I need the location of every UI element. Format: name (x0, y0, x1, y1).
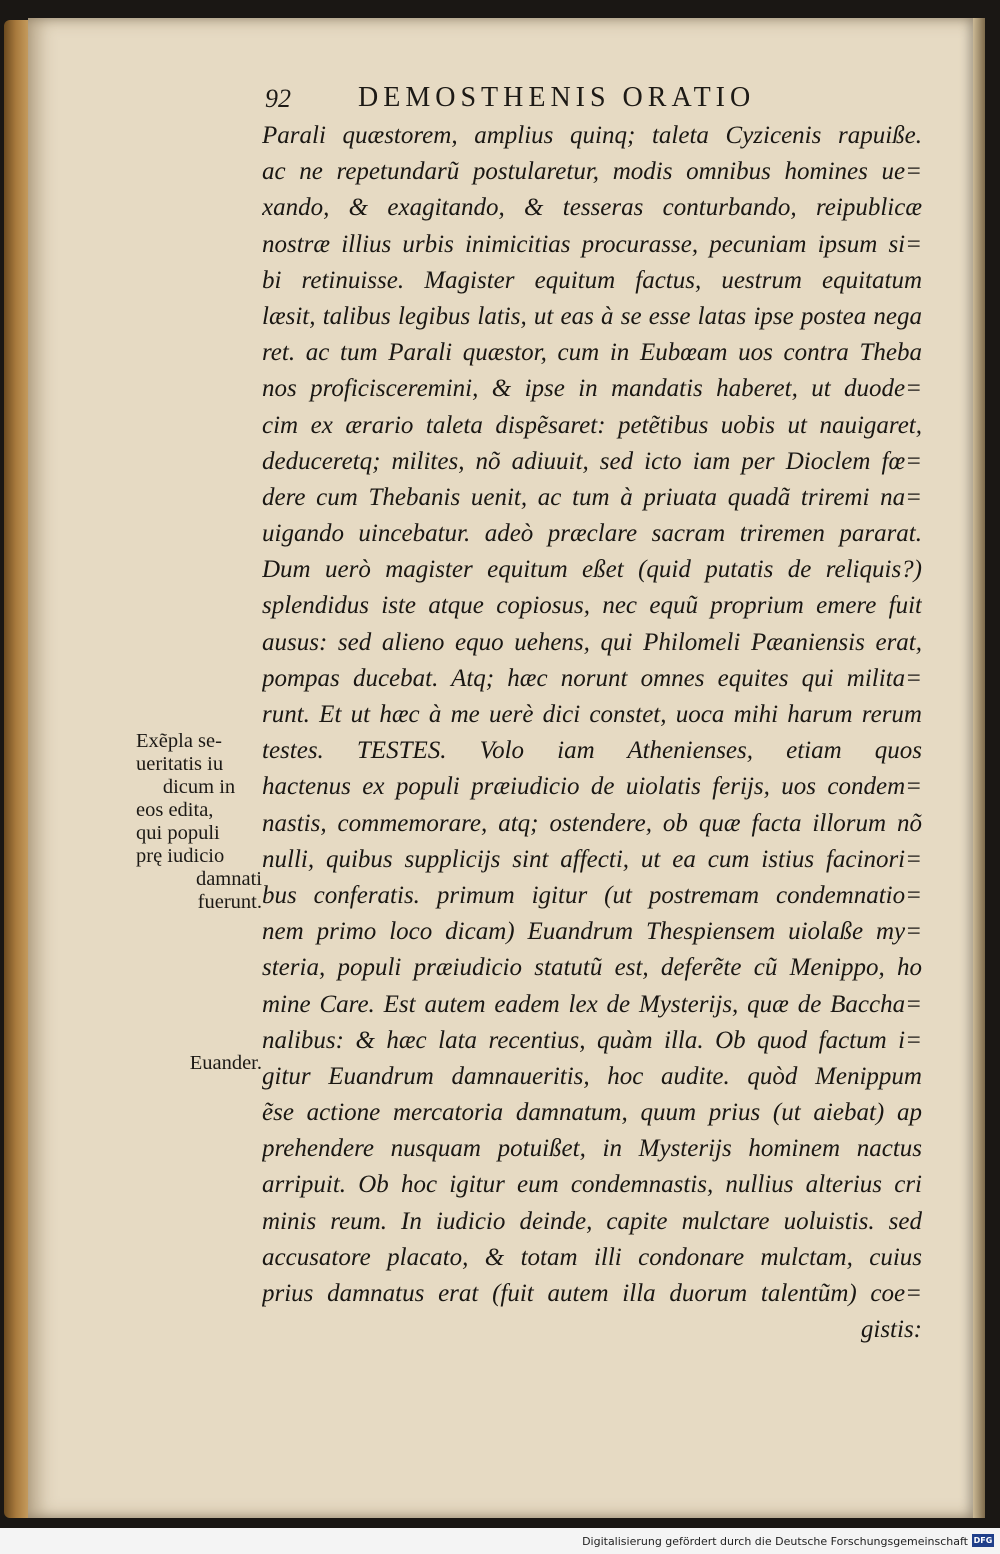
text-line: pompas ducebat. Atq; hæc norunt omnes equites qui milita= (262, 664, 922, 692)
text-line: ret. ac tum Parali quæstor, cum in Eubœam uos contra Theba (262, 339, 922, 367)
margin-note-line: prę iudicio (136, 845, 225, 867)
text-line: nostræ illius urbis inimicitias procurasse, pecuniam ipsum si= (262, 230, 922, 258)
text-line: ẽse actione mercatoria damnatum, quum prius (ut aiebat) ap (262, 1099, 922, 1127)
text-line: splendidus iste atque copiosus, nec equũ proprium emere fuit (262, 592, 922, 620)
text-line: cim ex ærario taleta dispẽsaret: petẽtibus uobis ut nauigaret, (262, 411, 922, 439)
text-line: ausus: sed alieno equo uehens, qui Philomeli Pæaniensis erat, (262, 628, 922, 656)
page-number: 92 (265, 84, 291, 113)
margin-note-euander (136, 1052, 262, 1075)
text-line: accusatore placato, & totam illi condonare mulctam, cuius (262, 1243, 922, 1271)
text-line: deduceretq; milites, nõ adiuuit, sed icto iam per Dioclem fœ= (262, 447, 922, 475)
margin-note-exempla (136, 730, 262, 914)
text-line: prius damnatus erat (fuit autem illa duorum talentũm) coe= (262, 1280, 922, 1307)
text-line: xando, & exagitando, & tesseras conturbando, reipublicæ (262, 194, 922, 222)
text-line: hactenus ex populi præiudicio de uiolatis ferijs, uos condem= (262, 773, 922, 801)
margin-note-line: ueritatis iu (136, 753, 224, 775)
footer-bar (0, 1528, 1000, 1554)
margin-note-line: qui populi (136, 822, 220, 844)
text-line: nos proficisceremini, & ipse in mandatis haberet, ut duode= (262, 375, 922, 403)
text-line: steria, populi præiudicio statutũ est, deferẽte cũ Menippo, ho (262, 954, 922, 982)
text-line: uigando uincebatur. adeò præclare sacram triremen pararat. (262, 520, 922, 548)
funding-credit: Digitalisierung gefördert durch die Deutsche Forschungsgemeinschaft (582, 1535, 968, 1548)
dfg-logo-icon: DFG (973, 1536, 993, 1545)
text-line: prehendere nusquam potuißet, in Mysterijs hominem nactus (262, 1135, 922, 1163)
margin-note-line: Exẽpla se- (136, 730, 222, 752)
text-line: minis reum. In iudicio deinde, capite mulctare uoluistis. sed (262, 1207, 922, 1235)
main-text (262, 118, 922, 1348)
text-line: bi retinuisse. Magister equitum factus, uestrum equitatum (262, 266, 922, 294)
margin-note-line: fuerunt. (197, 891, 262, 913)
text-line: bus conferatis. primum igitur (ut postremam condemnatio= (262, 881, 922, 909)
text-line: gitur Euandrum damnaueritis, hoc audite. quòd Menippum (262, 1062, 922, 1090)
text-line: nastis, commemorare, atq; ostendere, ob quæ facta illorum nõ (262, 809, 922, 837)
running-head: DEMOSTHENIS ORATIO (358, 82, 756, 113)
text-line: arripuit. Ob hoc igitur eum condemnastis, nullius alterius cri (262, 1171, 922, 1199)
text-line: Parali quæstorem, amplius quinq; taleta Cyzicenis rapuiße. (262, 122, 922, 149)
text-line: testes. TESTES. Volo iam Athenienses, etiam quos (262, 737, 922, 765)
text-line: nalibus: & hæc lata recentius, quàm illa. Ob quod factum i= (262, 1026, 922, 1054)
margin-note-line: eos edita, (136, 799, 214, 821)
page-right-edge (973, 18, 985, 1518)
margin-note-line: damnati (195, 868, 262, 890)
text-line: læsit, talibus legibus latis, ut eas à se esse latas ipse postea nega (262, 302, 922, 330)
text-line-catchword: gistis: (860, 1316, 922, 1344)
text-line: nulli, quibus supplicijs sint affecti, ut ea cum istius facinori= (262, 845, 922, 873)
text-line: dere cum Thebanis uenit, ac tum à priuata quadã triremi na= (262, 483, 922, 511)
margin-note-line: Euander. (189, 1052, 262, 1074)
text-line: runt. Et ut hæc à me uerè dici constet, uoca mihi harum rerum (262, 701, 922, 728)
margin-note-line: dicum in (162, 776, 236, 798)
text-line: Dum uerò magister equitum eßet (quid putatis de reliquis?) (262, 556, 922, 584)
text-line: ac ne repetundarũ postularetur, modis omnibus homines ue= (262, 158, 922, 186)
text-line: nem primo loco dicam) Euandrum Thespiensem uiolaße my= (262, 918, 922, 946)
text-line: mine Care. Est autem eadem lex de Mysterijs, quæ de Baccha= (262, 990, 922, 1018)
